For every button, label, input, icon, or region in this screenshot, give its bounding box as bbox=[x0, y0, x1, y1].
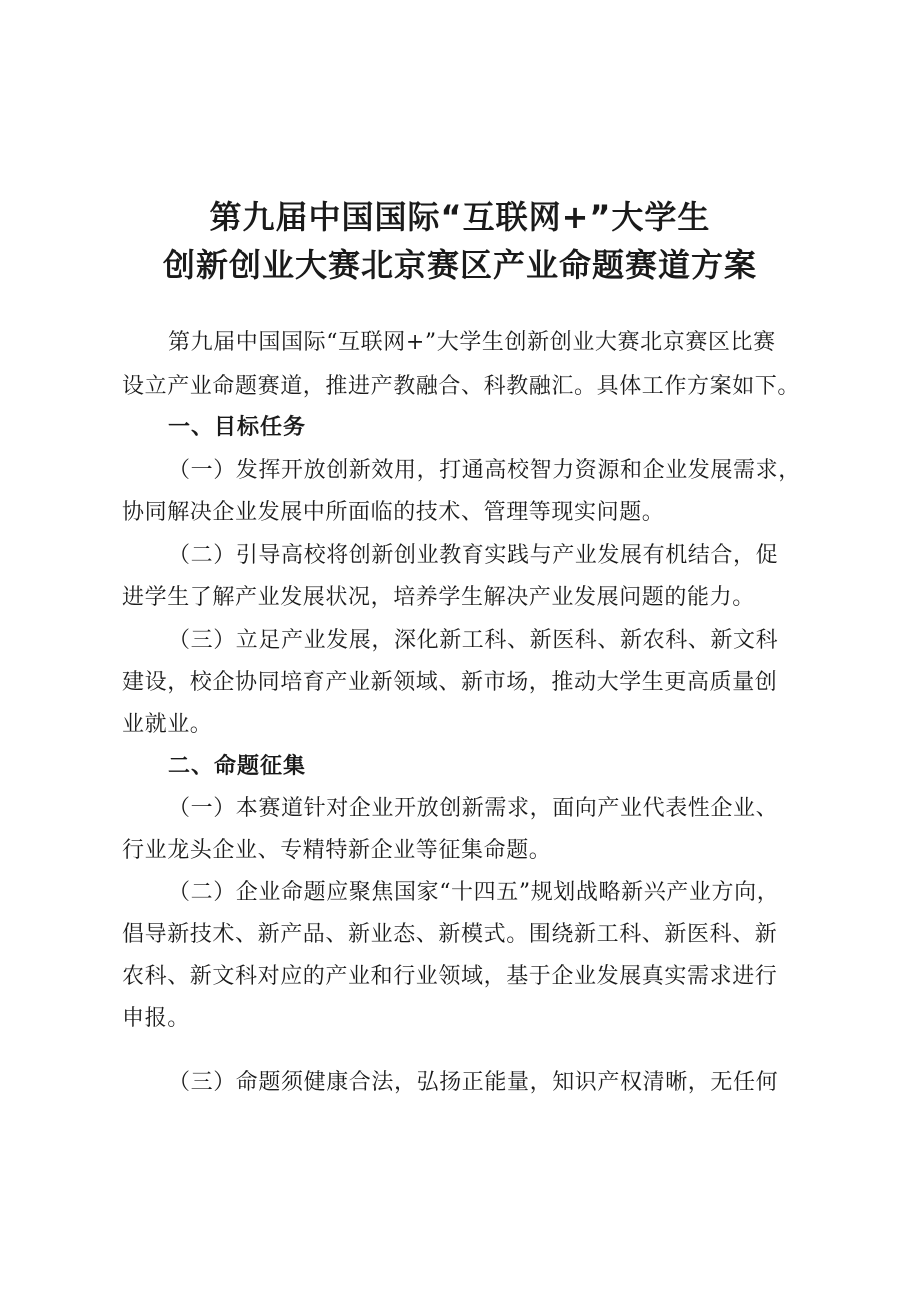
section-1-paragraph-3-line-3: 业就业。 bbox=[122, 712, 213, 737]
intro-line-1: 第九届中国国际“互联网+”大学生创新创业大赛北京赛区比赛 bbox=[168, 330, 776, 355]
section-1-paragraph-3-line-1: （三）立足产业发展，深化新工科、新医科、新农科、新文科 bbox=[168, 628, 779, 653]
section-2-heading: 二、命题征集 bbox=[168, 754, 307, 779]
section-2-paragraph-2-line-2: 倡导新技术、新产品、新业态、新模式。围绕新工科、新医科、新 bbox=[122, 922, 778, 947]
section-2-paragraph-1-line-1: （一）本赛道针对企业开放创新需求，面向产业代表性企业、 bbox=[168, 796, 779, 821]
intro-line-2: 设立产业命题赛道，推进产教融合、科教融汇。具体工作方案如下。 bbox=[122, 374, 801, 399]
section-1-paragraph-3-line-2: 建设，校企协同培育产业新领域、新市场，推动大学生更高质量创 bbox=[122, 670, 778, 695]
section-2-paragraph-2-line-3: 农科、新文科对应的产业和行业领域，基于企业发展真实需求进行 bbox=[122, 964, 778, 989]
section-1-paragraph-1-line-1: （一）发挥开放创新效用，打通高校智力资源和企业发展需求， bbox=[168, 458, 801, 483]
document-title-line-1: 第九届中国国际“互联网+”大学生 bbox=[209, 198, 711, 236]
document-title-line-2: 创新创业大赛北京赛区产业命题赛道方案 bbox=[162, 246, 757, 284]
section-1-heading: 一、目标任务 bbox=[168, 415, 307, 440]
section-2-paragraph-2-line-4: 申报。 bbox=[122, 1006, 190, 1031]
section-2-paragraph-2-line-1: （二）企业命题应聚焦国家“十四五”规划战略新兴产业方向， bbox=[168, 880, 780, 905]
section-1-paragraph-2-line-1: （二）引导高校将创新创业教育实践与产业发展有机结合，促 bbox=[168, 543, 779, 568]
section-1-paragraph-2-line-2: 进学生了解产业发展状况，培养学生解决产业发展问题的能力。 bbox=[122, 585, 755, 610]
section-2-paragraph-1-line-2: 行业龙头企业、专精特新企业等征集命题。 bbox=[122, 838, 552, 863]
section-2-paragraph-3-line-1: （三）命题须健康合法，弘扬正能量，知识产权清晰，无任何 bbox=[168, 1070, 779, 1095]
section-1-paragraph-1-line-2: 协同解决企业发展中所面临的技术、管理等现实问题。 bbox=[122, 500, 665, 525]
